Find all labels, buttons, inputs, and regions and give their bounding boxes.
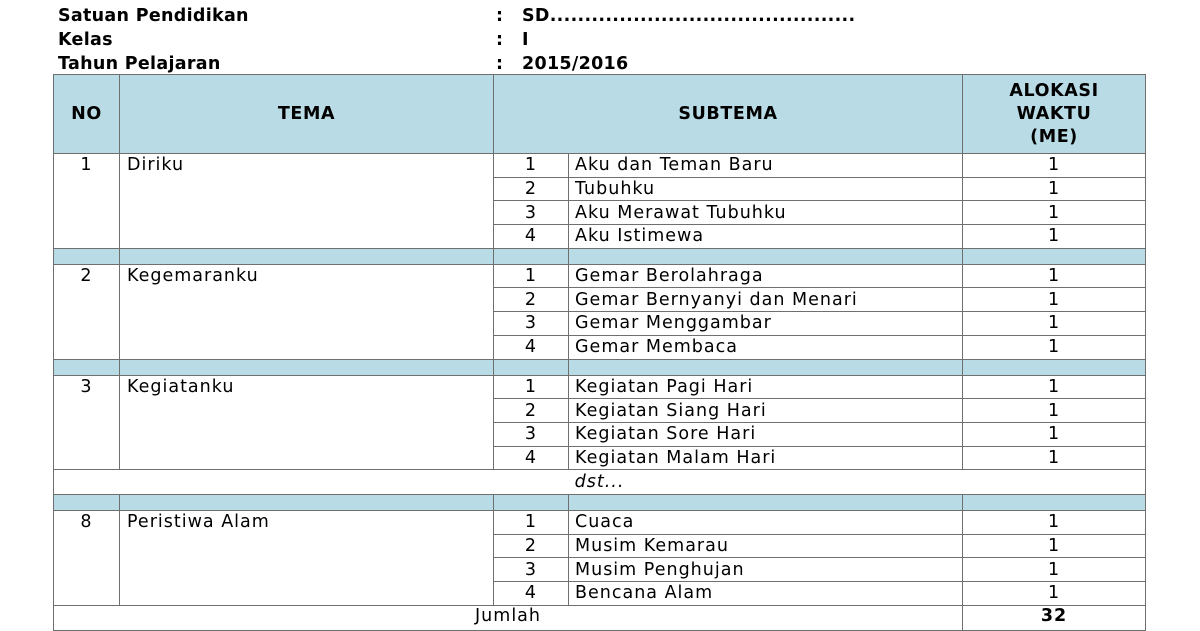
subtema-name: Gemar Membaca bbox=[569, 335, 963, 359]
subtema-number: 4 bbox=[494, 335, 569, 359]
subtema-number: 3 bbox=[494, 201, 569, 225]
separator-cell bbox=[54, 248, 120, 264]
tema-number: 8 bbox=[54, 510, 120, 605]
alokasi-value: 1 bbox=[963, 312, 1146, 336]
alokasi-value: 1 bbox=[963, 264, 1146, 288]
jumlah-label: Jumlah bbox=[54, 605, 963, 630]
column-header-alokasi-line: (ME) bbox=[1030, 126, 1078, 147]
subtema-number: 4 bbox=[494, 225, 569, 249]
subtema-name: Cuaca bbox=[569, 510, 963, 534]
separator-cell bbox=[54, 359, 120, 375]
tema-number: 3 bbox=[54, 375, 120, 470]
subtema-number: 1 bbox=[494, 154, 569, 178]
alokasi-value: 1 bbox=[963, 510, 1146, 534]
subtema-name: Aku Istimewa bbox=[569, 225, 963, 249]
header-value: 2015/2016 bbox=[522, 54, 629, 74]
alokasi-value: 1 bbox=[963, 558, 1146, 582]
column-header-tema: TEMA bbox=[120, 75, 494, 154]
column-header-no: NO bbox=[54, 75, 120, 154]
subtema-number: 1 bbox=[494, 510, 569, 534]
table-row bbox=[54, 264, 1146, 288]
separator-cell bbox=[569, 494, 963, 510]
jumlah-total: 32 bbox=[963, 605, 1146, 630]
tema-subtema-table bbox=[53, 74, 1146, 631]
table-header-row bbox=[54, 75, 1146, 154]
table-body bbox=[54, 154, 1146, 631]
tema-name: Diriku bbox=[120, 154, 494, 249]
separator-cell bbox=[120, 359, 494, 375]
subtema-number: 2 bbox=[494, 534, 569, 558]
table-row bbox=[54, 510, 1146, 534]
header-colon: : bbox=[496, 30, 504, 50]
tema-subtema-table-wrapper bbox=[53, 74, 1145, 631]
ellipsis-text: dst... bbox=[54, 470, 1146, 495]
header-label: Kelas bbox=[58, 30, 113, 50]
alokasi-value: 1 bbox=[963, 154, 1146, 178]
subtema-name: Kegiatan Pagi Hari bbox=[569, 375, 963, 399]
separator-row bbox=[54, 359, 1146, 375]
separator-cell bbox=[54, 494, 120, 510]
separator-cell bbox=[569, 359, 963, 375]
jumlah-row bbox=[54, 605, 1146, 630]
separator-cell bbox=[494, 494, 569, 510]
subtema-name: Kegiatan Malam Hari bbox=[569, 446, 963, 470]
subtema-name: Musim Penghujan bbox=[569, 558, 963, 582]
alokasi-value: 1 bbox=[963, 399, 1146, 423]
alokasi-value: 1 bbox=[963, 201, 1146, 225]
tema-number: 1 bbox=[54, 154, 120, 249]
tema-name: Kegiatanku bbox=[120, 375, 494, 470]
alokasi-value: 1 bbox=[963, 534, 1146, 558]
column-header-alokasi-line: ALOKASI bbox=[1009, 80, 1099, 101]
subtema-name: Kegiatan Sore Hari bbox=[569, 422, 963, 446]
subtema-number: 2 bbox=[494, 288, 569, 312]
subtema-name: Musim Kemarau bbox=[569, 534, 963, 558]
separator-row bbox=[54, 248, 1146, 264]
alokasi-value: 1 bbox=[963, 177, 1146, 201]
column-header-subtema: SUBTEMA bbox=[494, 75, 963, 154]
subtema-number: 1 bbox=[494, 375, 569, 399]
alokasi-value: 1 bbox=[963, 422, 1146, 446]
subtema-number: 4 bbox=[494, 446, 569, 470]
subtema-name: Aku Merawat Tubuhku bbox=[569, 201, 963, 225]
subtema-name: Gemar Menggambar bbox=[569, 312, 963, 336]
separator-cell bbox=[120, 248, 494, 264]
subtema-number: 2 bbox=[494, 177, 569, 201]
column-header-alokasi bbox=[963, 75, 1146, 154]
subtema-number: 1 bbox=[494, 264, 569, 288]
separator-row bbox=[54, 494, 1146, 510]
alokasi-value: 1 bbox=[963, 288, 1146, 312]
subtema-name: Gemar Bernyanyi dan Menari bbox=[569, 288, 963, 312]
subtema-number: 4 bbox=[494, 582, 569, 606]
table-row bbox=[54, 154, 1146, 178]
alokasi-value: 1 bbox=[963, 335, 1146, 359]
separator-cell bbox=[963, 359, 1146, 375]
header-colon: : bbox=[496, 6, 504, 26]
alokasi-value: 1 bbox=[963, 375, 1146, 399]
subtema-name: Aku dan Teman Baru bbox=[569, 154, 963, 178]
alokasi-value: 1 bbox=[963, 582, 1146, 606]
separator-cell bbox=[120, 494, 494, 510]
subtema-number: 3 bbox=[494, 312, 569, 336]
tema-name: Kegemaranku bbox=[120, 264, 494, 359]
subtema-number: 2 bbox=[494, 399, 569, 423]
tema-number: 2 bbox=[54, 264, 120, 359]
subtema-name: Tubuhku bbox=[569, 177, 963, 201]
separator-cell bbox=[963, 248, 1146, 264]
ellipsis-row bbox=[54, 470, 1146, 495]
subtema-name: Bencana Alam bbox=[569, 582, 963, 606]
separator-cell bbox=[963, 494, 1146, 510]
header-label: Satuan Pendidikan bbox=[58, 6, 249, 26]
alokasi-value: 1 bbox=[963, 446, 1146, 470]
subtema-number: 3 bbox=[494, 422, 569, 446]
tema-name: Peristiwa Alam bbox=[120, 510, 494, 605]
header-value: I bbox=[522, 30, 529, 50]
subtema-number: 3 bbox=[494, 558, 569, 582]
separator-cell bbox=[494, 248, 569, 264]
subtema-name: Kegiatan Siang Hari bbox=[569, 399, 963, 423]
header-label: Tahun Pelajaran bbox=[58, 54, 221, 74]
table-row bbox=[54, 375, 1146, 399]
separator-cell bbox=[569, 248, 963, 264]
header-value: SD............................................ bbox=[522, 6, 856, 26]
subtema-name: Gemar Berolahraga bbox=[569, 264, 963, 288]
column-header-alokasi-line: WAKTU bbox=[1016, 103, 1092, 124]
alokasi-value: 1 bbox=[963, 225, 1146, 249]
header-colon: : bbox=[496, 54, 504, 74]
separator-cell bbox=[494, 359, 569, 375]
